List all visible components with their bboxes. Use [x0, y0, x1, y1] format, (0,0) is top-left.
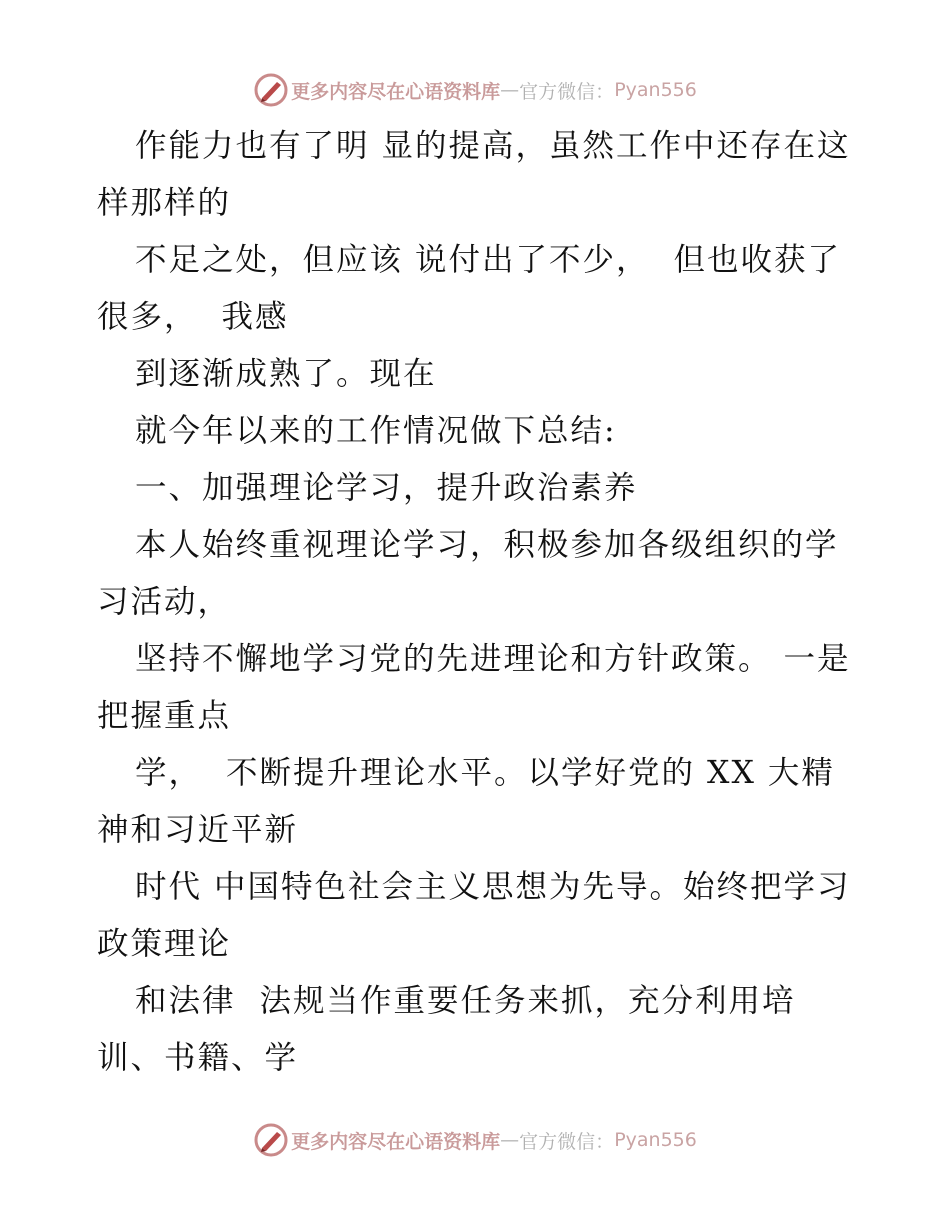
section-heading: 一、加强理论学习，提升政治素养 [135, 470, 638, 506]
pen-circle-icon [253, 1122, 289, 1158]
watermark-wechat-id: Pyan556 [614, 1129, 697, 1151]
document-body [97, 118, 857, 1087]
watermark-wechat-label: 官方微信： [519, 1130, 615, 1153]
header-watermark [0, 68, 950, 112]
paragraph-10: 和法律 法规当作重要任务来抓，充分利用培训、书籍、学 [97, 983, 796, 1076]
pen-circle-icon [253, 72, 289, 108]
paragraph-3: 到逐渐成熟了。现在 [135, 356, 437, 392]
paragraph-6: 本人始终重视理论学习，积极参加各级组织的学习活动， [97, 527, 839, 620]
watermark-separator: — [500, 1129, 520, 1151]
footer-watermark [0, 1118, 950, 1162]
watermark-brand-text: 更多内容尽在心语资料库 [291, 1130, 501, 1153]
paragraph-9: 时代 中国特色社会主义思想为先导。始终把学习政策理论 [97, 869, 851, 962]
watermark-wechat-id: Pyan556 [614, 79, 697, 101]
paragraph-4: 就今年以来的工作情况做下总结: [135, 413, 617, 449]
paragraph-2: 不足之处，但应该 说付出了不少， 但也收获了很多， 我感 [97, 242, 842, 335]
watermark-separator: — [500, 79, 520, 101]
paragraph-8: 学， 不断提升理论水平。以学好党的 XX 大精神和习近平新 [97, 755, 835, 848]
watermark-brand-text: 更多内容尽在心语资料库 [291, 80, 501, 103]
watermark-wechat-label: 官方微信： [519, 80, 615, 103]
paragraph-7: 坚持不懈地学习党的先进理论和方针政策。 一是把握重点 [97, 641, 851, 734]
paragraph-1: 作能力也有了明 显的提高，虽然工作中还存在这样那样的 [97, 128, 851, 221]
